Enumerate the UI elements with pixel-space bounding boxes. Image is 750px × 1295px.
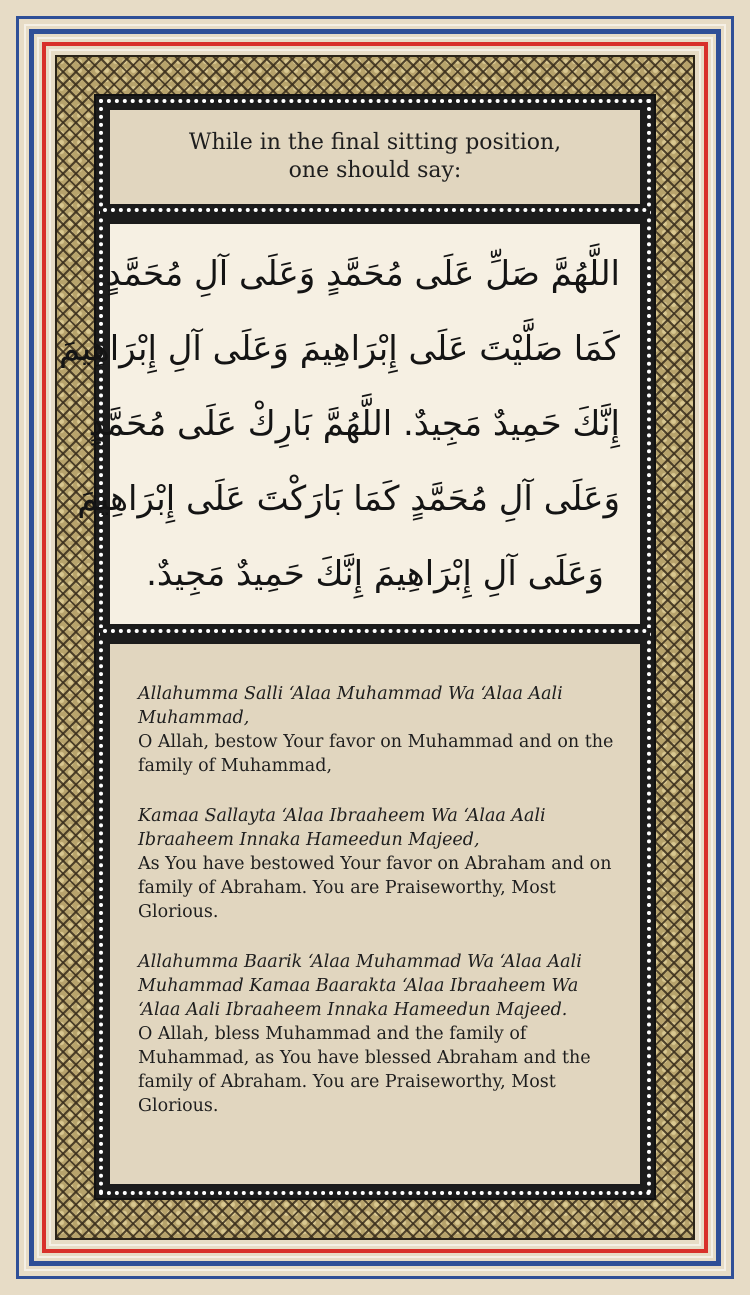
passage-3-transliteration: Allahumma Baarik ‘Alaa Muhammad Wa ‘Alaa Aali Muhammad Kamaa Baarakta ‘Alaa Ibraaheem Wa ‘Alaa Aali Ibraaheem Innaka Hameedun Majeed. <box>138 952 582 1020</box>
chain-separator-bottom <box>100 628 650 638</box>
passage-1 <box>138 682 614 778</box>
header-panel <box>108 108 642 206</box>
arabic-line-1: اللَّهُمَّ صَلِّ عَلَى مُحَمَّدٍ وَعَلَى آلِ مُحَمَّدٍ <box>105 253 620 294</box>
header-line-1: While in the final sitting position, <box>188 130 562 155</box>
arabic-line-4: وَعَلَى آلِ مُحَمَّدٍ كَمَا بَارَكْتَ عَلَى إِبْرَاهِيمَ <box>77 479 620 520</box>
passage-1-transliteration: Allahumma Salli ‘Alaa Muhammad Wa ‘Alaa Aali Muhammad, <box>138 684 563 728</box>
passage-1-translation: O Allah, bestow Your favor on Muhammad and on the family of Muhammad, <box>138 732 614 776</box>
chain-separator-top <box>100 207 650 217</box>
passage-2 <box>138 804 614 924</box>
arabic-line-3: إِنَّكَ حَمِيدٌ مَجِيدٌ. اللَّهُمَّ بَارِكْ عَلَى مُحَمَّدٍ <box>88 403 620 444</box>
arabic-line-2: كَمَا صَلَّيْتَ عَلَى إِبْرَاهِيمَ وَعَلَى آلِ إِبْرَاهِيمَ <box>58 328 620 369</box>
arabic-panel <box>58 222 642 626</box>
passage-3 <box>138 950 614 1118</box>
passage-3-translation: O Allah, bless Muhammad and the family of Muhammad, as You have blessed Abraham and the family of Abraham. You are Praiseworthy, Most Glorious. <box>138 1024 591 1116</box>
passage-2-translation: As You have bestowed Your favor on Abraham and on family of Abraham. You are Praiseworthy, Most Glorious. <box>138 854 612 922</box>
translation-panel <box>108 642 642 1186</box>
header-text <box>189 129 561 185</box>
arabic-line-5: وَعَلَى آلِ إِبْرَاهِيمَ إِنَّكَ حَمِيدٌ مَجِيدٌ. <box>146 554 604 595</box>
passage-2-transliteration: Kamaa Sallayta ‘Alaa Ibraaheem Wa ‘Alaa Aali Ibraaheem Innaka Hameedun Majeed, <box>138 806 546 850</box>
header-line-2: one should say: <box>288 158 462 183</box>
